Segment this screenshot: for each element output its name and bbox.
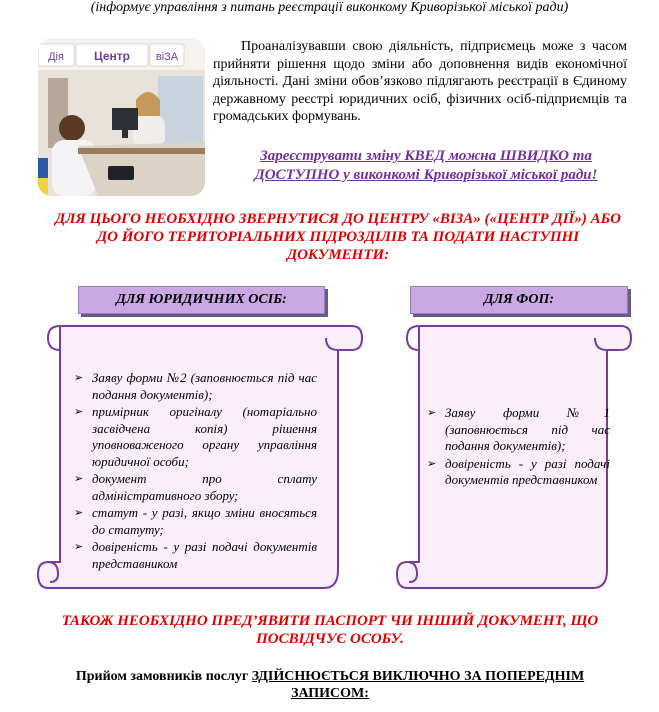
subtitle: (інформує управління з питань реєстрації виконкому Криворізької міської ради) [90, 0, 569, 15]
fop-documents-list [425, 405, 610, 490]
promo-text: Зареєструвати зміну КВЕД можна ШВИДКО та ДОСТУПНО у виконкомі Криворізької міської ради! [254, 148, 598, 183]
list-item: ➢ примірник оригіналу (нотаріально засвідчена копія) рішення уповноваженого органу управління юридичної особи; [74, 404, 317, 469]
passport-note: ТАКОЖ НЕОБХІДНО ПРЕД’ЯВИТИ ПАСПОРТ ЧИ ІНШИЙ ДОКУМЕНТ, ЩО ПОСВІДЧУЄ ОСОБУ. [61, 613, 599, 647]
arrow-bullet-icon: ➢ [74, 406, 84, 418]
list-item: ➢ Заяву форми №2 (заповнюється під час подання документів); [74, 370, 317, 402]
fop-label: ДЛЯ ФОП: [410, 286, 628, 314]
sign-centr: Центр [93, 49, 131, 63]
list-item: ➢ документ про сплату адміністративного збору; [74, 471, 317, 503]
centre-photo-illustration [38, 38, 205, 196]
centre-photo [38, 38, 205, 196]
legal-entities-label: ДЛЯ ЮРИДИЧНИХ ОСІБ: [78, 286, 325, 314]
list-item: ➢ Заяву форми №1 (заповнюється під час подання документів); [427, 405, 610, 453]
arrow-bullet-icon: ➢ [74, 507, 84, 519]
arrow-bullet-icon: ➢ [427, 407, 437, 419]
arrow-bullet-icon: ➢ [427, 457, 437, 470]
arrow-bullet-icon: ➢ [74, 473, 84, 485]
sign-viza: віЗА [155, 51, 179, 63]
arrow-bullet-icon: ➢ [74, 372, 84, 384]
required-documents-heading: ДЛЯ ЦЬОГО НЕОБХІДНО ЗВЕРНУТИСЯ ДО ЦЕНТРУ «ВІЗА» («ЦЕНТР ДІЇ») АБО ДО ЙОГО ТЕРИТОРІАЛЬНИХ ПІДРОЗДІЛІВ ТА ПОДАТИ НАСТУПНІ ДОКУМЕНТИ: [55, 211, 621, 263]
list-item: ➢ довіреність - у разі подачі документів представником [427, 455, 610, 487]
reception-emphasis: ЗДІЙСНЮЄТЬСЯ ВИКЛЮЧНО ЗА ПОПЕРЕДНІМ ЗАПИСОМ: [251, 669, 585, 701]
list-item: ➢ довіреність - у разі подачі документів представником [74, 539, 317, 571]
legal-documents-list [72, 370, 317, 573]
reception-note [40, 668, 620, 702]
list-item: ➢ статут - у разі, якщо зміни вносяться до статуту; [74, 505, 317, 537]
arrow-bullet-icon: ➢ [74, 541, 84, 553]
sign-dia: Дія [48, 51, 64, 63]
intro-paragraph: Проаналізувавши свою діяльність, підприємець може з часом прийняти рішення щодо зміни або доповнення видів економічної діяльності. Дані зміни обов’язково підлягають реєстрації в Єдиному державному реєстрі юридичних осіб, фізичних осіб-підприємців та громадських формувань. [213, 39, 627, 124]
reception-prefix: Прийом замовників послуг [75, 669, 252, 684]
